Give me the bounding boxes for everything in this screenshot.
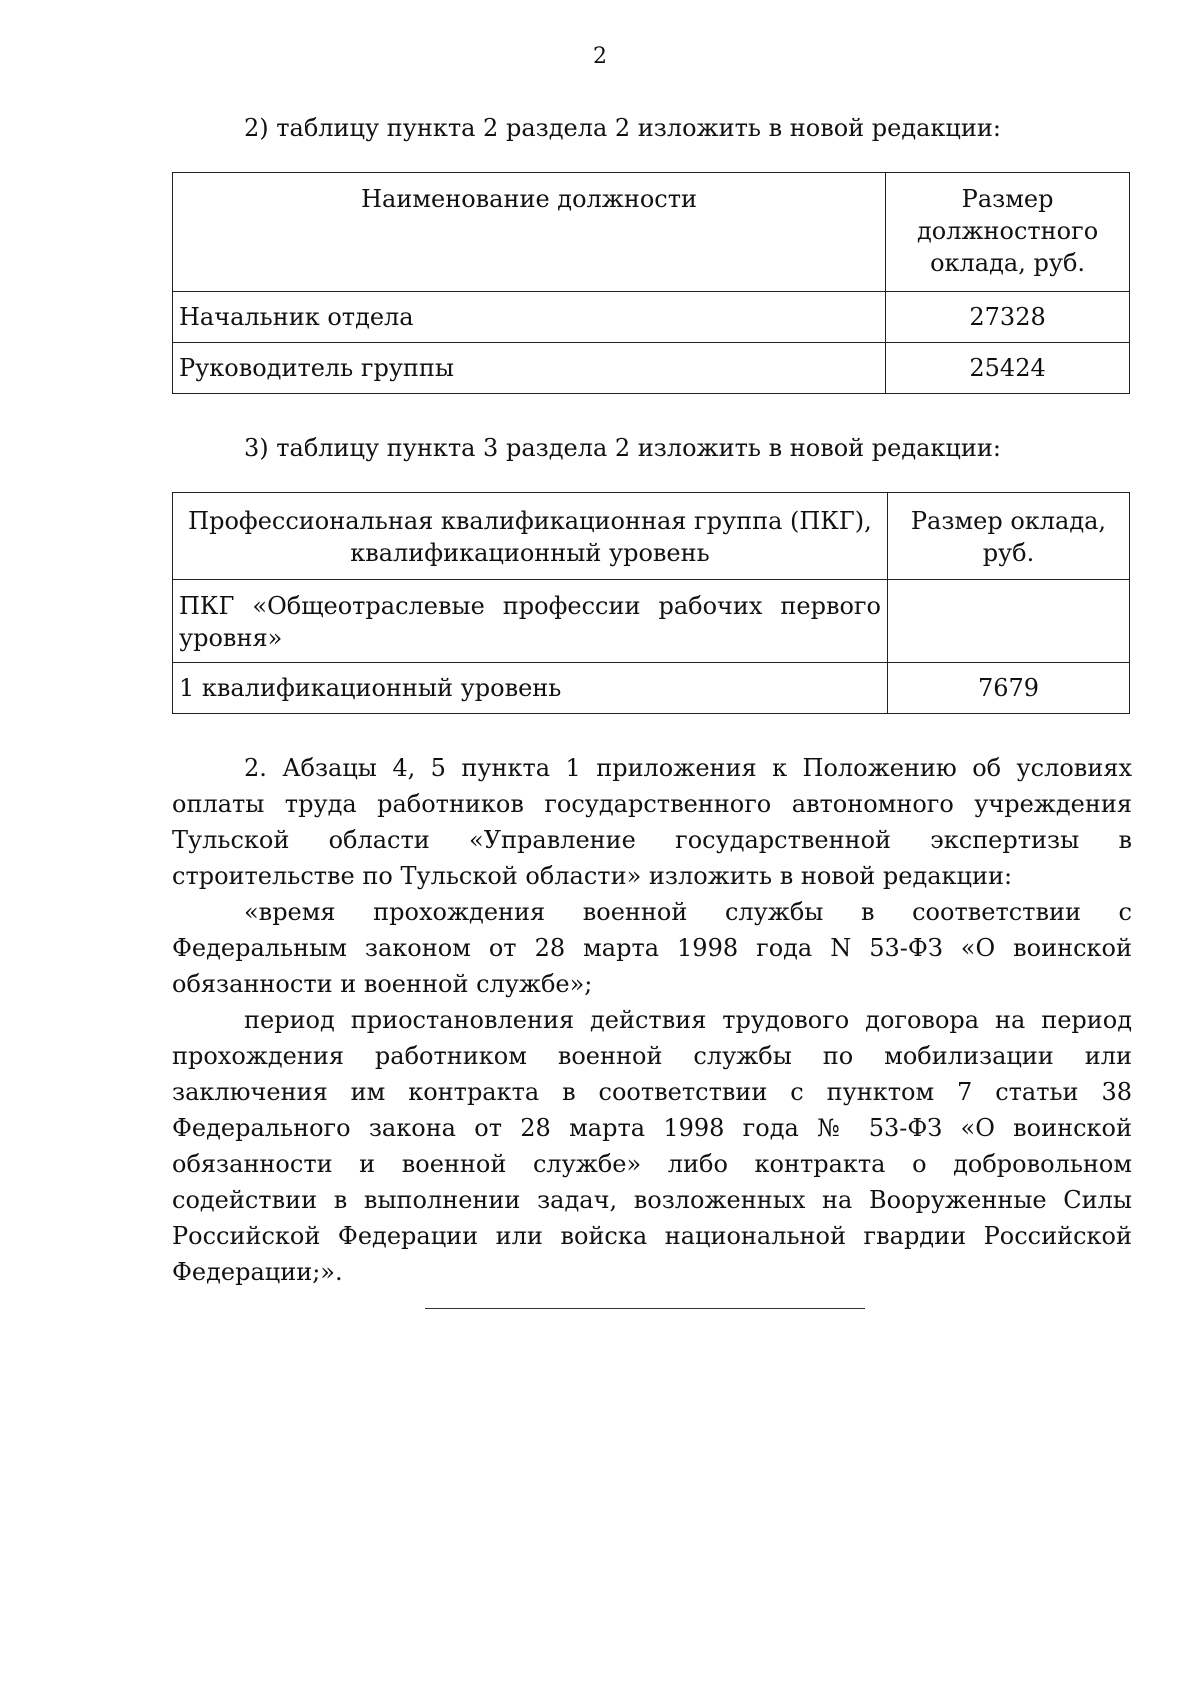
salary-value-cell: 27328: [886, 292, 1130, 343]
item-2-caption: 2) таблицу пункта 2 раздела 2 изложить в новой редакции:: [244, 114, 1001, 142]
closing-divider: [425, 1308, 865, 1309]
header-qualification-group: Профессиональная квалификационная группа (ПКГ), квалификационный уровень: [173, 493, 888, 580]
table-row: [173, 292, 1130, 343]
header-salary-size: Размер оклада, руб.: [887, 493, 1129, 580]
position-name-cell: Руководитель группы: [173, 343, 886, 394]
qualification-group-cell: ПКГ «Общеотраслевые профессии рабочих первого уровня»: [173, 580, 888, 663]
table-header-row: [173, 173, 1130, 292]
table-header-row: [173, 493, 1130, 580]
quoted-paragraph-2: период приостановления действия трудового договора на период прохождения работником военной службы по мобилизации или заключения им контракта в соответствии с пунктом 7 статьи 38 Федерального закона от 28 марта 1998 года № 53-ФЗ «О воинской обязанности и военной службе» либо контракта о добровольном содействии в выполнении задач, возложенных на Вооруженные Силы Российской Федерации или войска национальной гвардии Российской Федерации;».: [172, 1006, 1132, 1286]
table-row: [173, 580, 1130, 663]
table-row: [173, 663, 1130, 714]
salary-value-cell: [887, 580, 1129, 663]
item-3-caption: 3) таблицу пункта 3 раздела 2 изложить в новой редакции:: [244, 434, 1001, 462]
table-row: [173, 343, 1130, 394]
qualification-level-cell: 1 квалификационный уровень: [173, 663, 888, 714]
page-number: 2: [593, 44, 607, 69]
document-body: [172, 110, 1132, 1290]
salary-value-cell: 25424: [886, 343, 1130, 394]
salary-value-cell: 7679: [887, 663, 1129, 714]
header-salary-size: Размер должностного оклада, руб.: [886, 173, 1130, 292]
quoted-paragraph-1: «время прохождения военной службы в соответствии с Федеральным законом от 28 марта 1998 года N 53-ФЗ «О воинской обязанности и военной службе»;: [172, 898, 1132, 998]
salary-table-positions: [172, 172, 1130, 394]
header-position-name: Наименование должности: [173, 173, 886, 292]
salary-table-qualification: [172, 492, 1130, 714]
paragraph-2: 2. Абзацы 4, 5 пункта 1 приложения к Положению об условиях оплаты труда работников государственного автономного учреждения Тульской области «Управление государственной экспертизы в строительстве по Тульской области» изложить в новой редакции:: [172, 754, 1132, 890]
position-name-cell: Начальник отдела: [173, 292, 886, 343]
